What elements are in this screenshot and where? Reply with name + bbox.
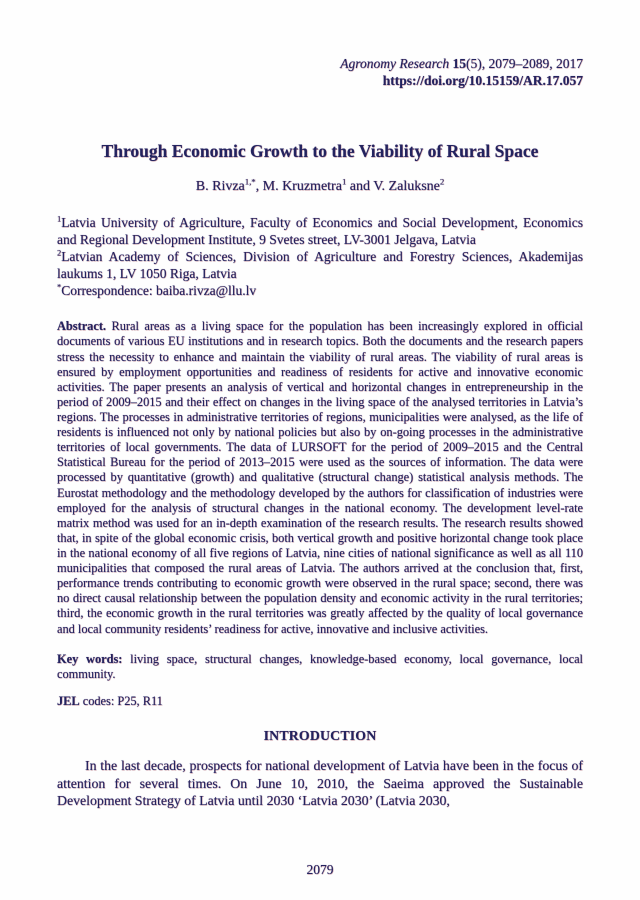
keywords-label: Key words:	[57, 651, 123, 666]
paper-title: Through Economic Growth to the Viability of Rural Space	[101, 141, 539, 161]
abstract	[57, 319, 583, 636]
keywords-text: living space, structural changes, knowledge-based economy, local governance, local community.	[57, 651, 583, 681]
authors-line	[57, 176, 583, 195]
jel-text: codes: P25, R11	[79, 694, 163, 709]
journal-citation-line	[57, 55, 583, 72]
affiliation-1-text: Latvia University of Agriculture, Faculty of Economics and Social Development, Economics and Regional Development Institute, 9 Svetes street, LV-3001 Jelgava, Latvia	[57, 215, 583, 247]
author-2: , M. Kruzmetra	[255, 179, 342, 194]
affiliation-2-text: Latvian Academy of Sciences, Division of Agriculture and Forestry Sciences, Akademijas laukums 1, LV 1050 Riga, Latvia	[57, 248, 583, 281]
abstract-label: Abstract.	[57, 319, 107, 334]
author-2-superscript: 1	[341, 176, 347, 187]
correspondence-email: Correspondence: baiba.rivza@llu.lv	[61, 282, 257, 298]
journal-citation	[57, 55, 583, 89]
keywords	[57, 652, 583, 682]
correspondence-asterisk: *	[57, 282, 62, 291]
doi-link: https://doi.org/10.15159/AR.17.057	[382, 73, 583, 88]
author-3: and V. Zaluksne	[346, 179, 440, 194]
affiliation-2	[57, 249, 583, 283]
correspondence-line	[57, 283, 583, 300]
affiliation-2-superscript: 2	[57, 248, 62, 258]
affiliation-1-superscript: 1	[57, 214, 62, 224]
introduction-paragraph: In the last decade, prospects for national development of Latvia have been in the focus of attention for several times. On June 10, 2010, the Saeima approved the Sustainable Development Strategy of Latvia until 2030 ‘Latvia 2030’ (Latvia 2030,	[57, 758, 583, 809]
page-number: 2079	[306, 862, 334, 877]
jel-label: JEL	[57, 694, 80, 709]
affiliations-block	[57, 215, 583, 299]
author-1-superscript: 1,*	[244, 176, 256, 187]
journal-issue-pages-year: (5), 2079–2089, 2017	[466, 56, 583, 71]
abstract-text: Rural areas as a living space for the population has been increasingly explored in official documents of various EU institutions and in research topics. Both the documents and the research papers stress the necessity to enhance and maintain the viability of rural areas. The viability of rural areas is ensured by employment opportunities and readiness of residents for active and innovative economic activities. The paper presents an analysis of vertical and horizontal changes in entrepreneurship in the period of 2009–2015 and their effect on changes in the living space of the analysed territories in Latvia’s regions. The processes in administrative territories of regions, municipalities were analysed, as the life of residents is influenced not only by national policies but also by on-going processes in the administrative territories of local governments. The data of LURSOFT for the period of 2009–2015 and the Central Statistical Bureau for the period of 2013–2015 were used as the sources of information. The data were processed by quantitative (growth) and qualitative (structural change) statistical analysis methods. The Eurostat methodology and the methodology developed by the authors for classification of industries were employed for the analysis of structural changes in the national economy. The development level-rate matrix method was used for an in-depth examination of the research results. The research results showed that, in spite of the global economic crisis, both vertical growth and positive horizontal change took place in the national economy of all five regions of Latvia, nine cities of national significance as well as all 110 municipalities that composed the rural areas of Latvia. The authors arrived at the conclusion that, first, performance trends contributing to economic growth were observed in the rural space; second, there was no direct causal relationship between the population density and economic activity in the rural territories; third, the economic growth in the rural territories was greatly affected by the quality of local governance and local community residents’ readiness for active, innovative and inclusive activities.	[57, 319, 583, 636]
author-3-superscript: 2	[439, 176, 445, 187]
affiliation-1	[57, 215, 583, 249]
journal-name: Agronomy Research	[340, 56, 453, 71]
journal-volume: 15	[452, 56, 466, 71]
introduction-heading: INTRODUCTION	[263, 728, 377, 744]
jel-codes	[57, 694, 583, 709]
author-1: B. Rivza	[195, 179, 245, 194]
